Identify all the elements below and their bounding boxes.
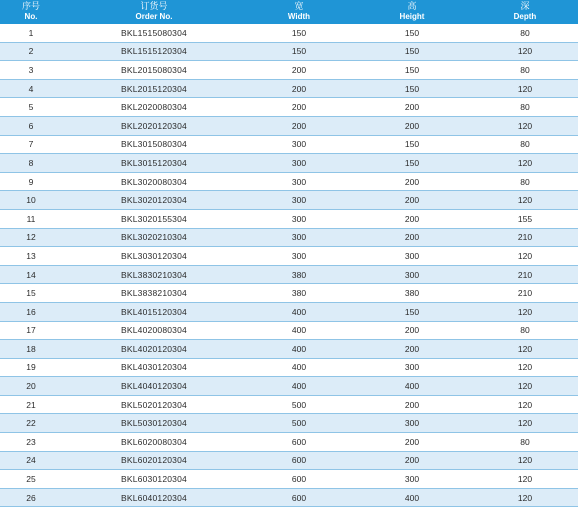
cell-no: 4 xyxy=(0,79,62,98)
cell-order-no: BKL2015120304 xyxy=(62,79,246,98)
cell-depth: 120 xyxy=(472,42,578,61)
table-header xyxy=(0,0,578,24)
cell-width: 300 xyxy=(246,135,352,154)
cell-no: 26 xyxy=(0,488,62,507)
cell-order-no: BKL3015120304 xyxy=(62,154,246,173)
table-row xyxy=(0,265,578,284)
cell-height: 300 xyxy=(352,470,472,489)
cell-depth: 80 xyxy=(472,433,578,452)
cell-depth: 120 xyxy=(472,470,578,489)
cell-height: 150 xyxy=(352,135,472,154)
cell-depth: 120 xyxy=(472,395,578,414)
table-row xyxy=(0,135,578,154)
table-body xyxy=(0,24,578,507)
cell-height: 200 xyxy=(352,451,472,470)
cell-depth: 120 xyxy=(472,358,578,377)
cell-width: 500 xyxy=(246,395,352,414)
table-row xyxy=(0,79,578,98)
cell-no: 6 xyxy=(0,116,62,135)
cell-width: 300 xyxy=(246,228,352,247)
table-row xyxy=(0,191,578,210)
cell-no: 16 xyxy=(0,302,62,321)
cell-order-no: BKL3020155304 xyxy=(62,209,246,228)
cell-height: 200 xyxy=(352,433,472,452)
table-row xyxy=(0,209,578,228)
table-row xyxy=(0,488,578,507)
cell-width: 600 xyxy=(246,451,352,470)
table-row xyxy=(0,321,578,340)
cell-no: 20 xyxy=(0,377,62,396)
cell-width: 380 xyxy=(246,284,352,303)
cell-order-no: BKL2015080304 xyxy=(62,61,246,80)
cell-width: 300 xyxy=(246,154,352,173)
cell-order-no: BKL6020080304 xyxy=(62,433,246,452)
cell-no: 15 xyxy=(0,284,62,303)
cell-width: 400 xyxy=(246,358,352,377)
column-header-no xyxy=(0,0,62,24)
cell-width: 200 xyxy=(246,61,352,80)
cell-depth: 210 xyxy=(472,284,578,303)
cell-width: 400 xyxy=(246,377,352,396)
cell-height: 300 xyxy=(352,247,472,266)
cell-order-no: BKL3020210304 xyxy=(62,228,246,247)
cell-height: 200 xyxy=(352,209,472,228)
cell-width: 300 xyxy=(246,191,352,210)
cell-depth: 155 xyxy=(472,209,578,228)
cell-height: 380 xyxy=(352,284,472,303)
cell-depth: 80 xyxy=(472,135,578,154)
cell-no: 9 xyxy=(0,172,62,191)
cell-height: 200 xyxy=(352,98,472,117)
cell-height: 300 xyxy=(352,265,472,284)
table-row xyxy=(0,470,578,489)
cell-height: 200 xyxy=(352,228,472,247)
cell-width: 380 xyxy=(246,265,352,284)
table-row xyxy=(0,42,578,61)
cell-width: 600 xyxy=(246,433,352,452)
cell-depth: 80 xyxy=(472,24,578,42)
table-row xyxy=(0,340,578,359)
cell-width: 400 xyxy=(246,302,352,321)
cell-order-no: BKL5020120304 xyxy=(62,395,246,414)
cell-depth: 120 xyxy=(472,191,578,210)
cell-no: 1 xyxy=(0,24,62,42)
cell-width: 150 xyxy=(246,42,352,61)
table-row xyxy=(0,377,578,396)
table-row xyxy=(0,433,578,452)
cell-depth: 80 xyxy=(472,61,578,80)
cell-no: 14 xyxy=(0,265,62,284)
column-header-order-en: Order No. xyxy=(135,12,173,21)
cell-depth: 120 xyxy=(472,302,578,321)
cell-no: 19 xyxy=(0,358,62,377)
cell-depth: 120 xyxy=(472,488,578,507)
cell-width: 150 xyxy=(246,24,352,42)
table-row xyxy=(0,154,578,173)
cell-width: 300 xyxy=(246,247,352,266)
column-header-order-cn: 订货号 xyxy=(140,2,168,12)
cell-width: 600 xyxy=(246,488,352,507)
cell-width: 600 xyxy=(246,470,352,489)
cell-width: 500 xyxy=(246,414,352,433)
table-row xyxy=(0,302,578,321)
cell-order-no: BKL6020120304 xyxy=(62,451,246,470)
header-row xyxy=(0,0,578,24)
cell-width: 300 xyxy=(246,172,352,191)
column-header-order xyxy=(62,0,246,24)
table-row xyxy=(0,24,578,42)
cell-order-no: BKL2020120304 xyxy=(62,116,246,135)
cell-no: 10 xyxy=(0,191,62,210)
column-header-height-cn: 高 xyxy=(407,2,417,12)
cell-order-no: BKL3020120304 xyxy=(62,191,246,210)
table-row xyxy=(0,172,578,191)
cell-height: 200 xyxy=(352,172,472,191)
cell-order-no: BKL5030120304 xyxy=(62,414,246,433)
cell-depth: 120 xyxy=(472,414,578,433)
cell-order-no: BKL3838210304 xyxy=(62,284,246,303)
column-header-depth-en: Depth xyxy=(513,12,537,21)
cell-no: 22 xyxy=(0,414,62,433)
cell-no: 7 xyxy=(0,135,62,154)
cell-width: 200 xyxy=(246,79,352,98)
cell-depth: 120 xyxy=(472,451,578,470)
cell-height: 150 xyxy=(352,302,472,321)
cell-order-no: BKL3015080304 xyxy=(62,135,246,154)
cell-order-no: BKL6040120304 xyxy=(62,488,246,507)
cell-order-no: BKL4015120304 xyxy=(62,302,246,321)
cell-depth: 120 xyxy=(472,377,578,396)
cell-no: 17 xyxy=(0,321,62,340)
table-row xyxy=(0,61,578,80)
cell-height: 300 xyxy=(352,358,472,377)
cell-order-no: BKL6030120304 xyxy=(62,470,246,489)
column-header-depth xyxy=(472,0,578,24)
column-header-depth-cn: 深 xyxy=(520,2,530,12)
column-header-no-cn: 序号 xyxy=(21,2,40,12)
cell-order-no: BKL4020080304 xyxy=(62,321,246,340)
cell-width: 400 xyxy=(246,340,352,359)
cell-no: 18 xyxy=(0,340,62,359)
column-header-no-en: No. xyxy=(24,12,38,21)
cell-order-no: BKL1515120304 xyxy=(62,42,246,61)
cell-height: 200 xyxy=(352,395,472,414)
cell-no: 23 xyxy=(0,433,62,452)
cell-width: 200 xyxy=(246,98,352,117)
cell-depth: 120 xyxy=(472,247,578,266)
cell-no: 8 xyxy=(0,154,62,173)
cell-height: 150 xyxy=(352,79,472,98)
column-header-width xyxy=(246,0,352,24)
cell-height: 200 xyxy=(352,191,472,210)
cell-depth: 80 xyxy=(472,98,578,117)
table-row xyxy=(0,247,578,266)
cell-height: 400 xyxy=(352,488,472,507)
table-row xyxy=(0,284,578,303)
cell-width: 300 xyxy=(246,209,352,228)
table-row xyxy=(0,116,578,135)
cell-height: 400 xyxy=(352,377,472,396)
cell-depth: 120 xyxy=(472,79,578,98)
table-row xyxy=(0,228,578,247)
table-row xyxy=(0,414,578,433)
table-row xyxy=(0,358,578,377)
cell-no: 24 xyxy=(0,451,62,470)
table-row xyxy=(0,98,578,117)
cell-height: 200 xyxy=(352,340,472,359)
cell-no: 25 xyxy=(0,470,62,489)
cell-depth: 120 xyxy=(472,116,578,135)
cell-height: 150 xyxy=(352,42,472,61)
cell-depth: 210 xyxy=(472,228,578,247)
cell-order-no: BKL4020120304 xyxy=(62,340,246,359)
cell-depth: 120 xyxy=(472,340,578,359)
cell-order-no: BKL2020080304 xyxy=(62,98,246,117)
cell-no: 2 xyxy=(0,42,62,61)
cell-width: 200 xyxy=(246,116,352,135)
cell-depth: 210 xyxy=(472,265,578,284)
cell-order-no: BKL3830210304 xyxy=(62,265,246,284)
column-header-height xyxy=(352,0,472,24)
column-header-width-en: Width xyxy=(287,12,311,21)
cell-depth: 80 xyxy=(472,321,578,340)
column-header-width-cn: 宽 xyxy=(294,2,304,12)
cell-height: 200 xyxy=(352,321,472,340)
cell-no: 12 xyxy=(0,228,62,247)
table-row xyxy=(0,395,578,414)
cell-order-no: BKL3020080304 xyxy=(62,172,246,191)
cell-order-no: BKL1515080304 xyxy=(62,24,246,42)
cell-height: 200 xyxy=(352,116,472,135)
cell-no: 21 xyxy=(0,395,62,414)
cell-no: 13 xyxy=(0,247,62,266)
cell-no: 5 xyxy=(0,98,62,117)
cell-depth: 80 xyxy=(472,172,578,191)
cell-depth: 120 xyxy=(472,154,578,173)
cell-no: 3 xyxy=(0,61,62,80)
cell-width: 400 xyxy=(246,321,352,340)
cell-no: 11 xyxy=(0,209,62,228)
cell-order-no: BKL4030120304 xyxy=(62,358,246,377)
cell-order-no: BKL4040120304 xyxy=(62,377,246,396)
cell-height: 150 xyxy=(352,61,472,80)
cell-height: 300 xyxy=(352,414,472,433)
cell-order-no: BKL3030120304 xyxy=(62,247,246,266)
cell-height: 150 xyxy=(352,24,472,42)
cell-height: 150 xyxy=(352,154,472,173)
column-header-height-en: Height xyxy=(399,12,425,21)
